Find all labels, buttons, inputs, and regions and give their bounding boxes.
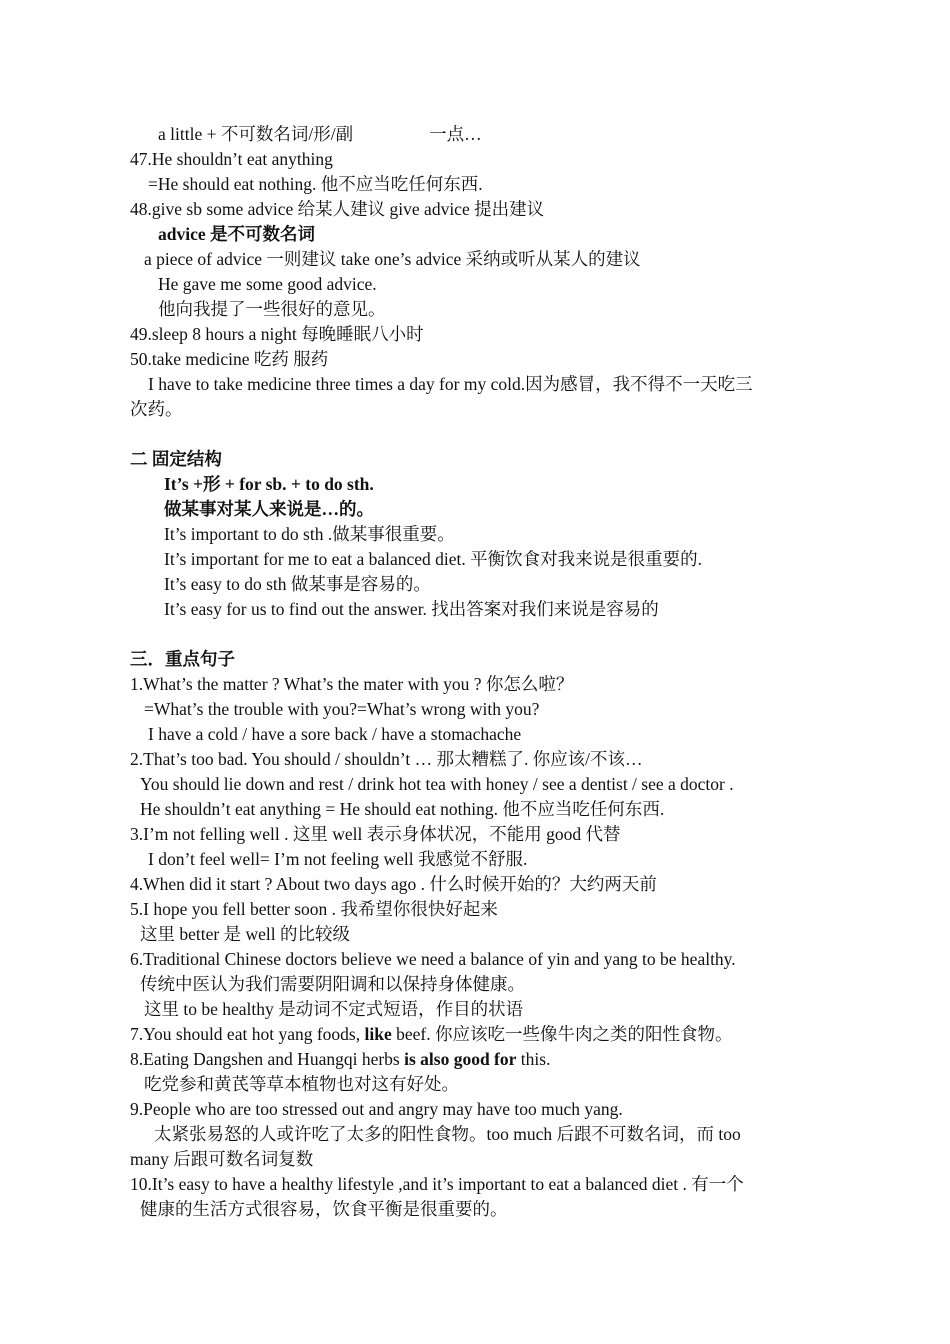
item-47: 47.He shouldn’t eat anything <box>130 149 333 169</box>
sentence-7-end: beef. 你应该吃一些像牛肉之类的阳性食物。 <box>391 1024 733 1044</box>
sentence-1: 1.What’s the matter ? What’s the mater with you ? 你怎么啦？ <box>130 674 574 694</box>
sentence-8 <box>130 1047 830 1072</box>
sentence-5-note: 这里 better 是 well 的比较级 <box>140 924 350 944</box>
item-50-example-cont: 次药。 <box>130 399 183 419</box>
sentence-7-start: 7.You should eat hot yang foods, <box>130 1024 365 1044</box>
structure-pattern: It’s +形 + for sb. + to do sth. <box>164 474 374 494</box>
item-48-note: advice 是不可数名词 <box>158 224 316 244</box>
structure-example-2: It’s important for me to eat a balanced diet. 平衡饮食对我来说是很重要的. <box>164 549 703 569</box>
sentence-7 <box>130 1022 830 1047</box>
sentence-9: 9.People who are too stressed out and angry may have too much yang. <box>130 1099 623 1119</box>
sentence-8-translation: 吃党参和黄芪等草本植物也对这有好处。 <box>144 1074 459 1094</box>
sentence-3-alt: I don’t feel well= I’m not feeling well 我感觉不舒服. <box>148 849 528 869</box>
sentence-3: 3.I’m not felling well . 这里 well 表示身体状况，不能用 good 代替 <box>130 824 621 844</box>
structure-example-4: It’s easy for us to find out the answer. 找出答案对我们来说是容易的 <box>164 599 659 619</box>
item-48-phrases: a piece of advice 一则建议 take one’s advice 采纳或听从某人的建议 <box>144 249 641 269</box>
item-48: 48.give sb some advice 给某人建议 give advice 提出建议 <box>130 199 545 219</box>
sentence-2-should: You should lie down and rest / drink hot tea with honey / see a dentist / see a doctor . <box>140 774 734 794</box>
structure-example-1: It’s important to do sth .做某事很重要。 <box>164 524 455 544</box>
item-48-example-translation: 他向我提了一些很好的意见。 <box>158 299 386 319</box>
sentence-10: 10.It’s easy to have a healthy lifestyle ,and it’s important to eat a balanced diet . 有一个 <box>130 1174 744 1194</box>
sentence-8-keyword: is also good for <box>404 1049 517 1069</box>
sentence-9-translation-cont: many 后跟可数名词复数 <box>130 1149 314 1169</box>
section-heading-structures: 二 固定结构 <box>130 449 222 469</box>
sentence-4: 4.When did it start ? About two days ago . 什么时候开始的？大约两天前 <box>130 874 657 894</box>
sentence-8-end: this. <box>516 1049 551 1069</box>
note-a-little-meaning: 一点… <box>429 124 482 144</box>
sentence-2-shouldnt: He shouldn’t eat anything = He should eat nothing. 他不应当吃任何东西. <box>140 799 665 819</box>
item-47-equivalent: =He should eat nothing. 他不应当吃任何东西. <box>148 174 483 194</box>
item-50-example: I have to take medicine three times a day for my cold.因为感冒，我不得不一天吃三 <box>148 374 753 394</box>
sentence-5: 5.I hope you fell better soon . 我希望你很快好起来 <box>130 899 498 919</box>
note-a-little <box>130 122 830 147</box>
item-48-example: He gave me some good advice. <box>158 274 377 294</box>
note-a-little-phrase: a little + 不可数名词/形/副 <box>158 124 354 144</box>
sentence-1-answer: I have a cold / have a sore back / have a stomachache <box>148 724 522 744</box>
sentence-6-translation: 传统中医认为我们需要阴阳调和以保持身体健康。 <box>140 974 525 994</box>
sentence-9-translation: 太紧张易怒的人或许吃了太多的阳性食物。too much 后跟不可数名词，而 too <box>154 1124 741 1144</box>
structure-example-3: It’s easy to do sth 做某事是容易的。 <box>164 574 431 594</box>
item-49: 49.sleep 8 hours a night 每晚睡眠八小时 <box>130 324 424 344</box>
sentence-6-note: 这里 to be healthy 是动词不定式短语，作目的状语 <box>144 999 524 1019</box>
document-page <box>130 122 830 1222</box>
sentence-6: 6.Traditional Chinese doctors believe we need a balance of yin and yang to be healthy. <box>130 949 736 969</box>
structure-meaning: 做某事对某人来说是…的。 <box>164 499 374 519</box>
sentence-1-alt: =What’s the trouble with you?=What’s wrong with you? <box>144 699 540 719</box>
section-heading-key-sentences: 三．重点句子 <box>130 649 235 669</box>
sentence-8-start: 8.Eating Dangshen and Huangqi herbs <box>130 1049 405 1069</box>
sentence-10-translation: 健康的生活方式很容易，饮食平衡是很重要的。 <box>140 1199 508 1219</box>
sentence-7-keyword: like <box>364 1024 392 1044</box>
item-50: 50.take medicine 吃药 服药 <box>130 349 329 369</box>
sentence-2: 2.That’s too bad. You should / shouldn’t … 那太糟糕了. 你应该/不该… <box>130 749 643 769</box>
